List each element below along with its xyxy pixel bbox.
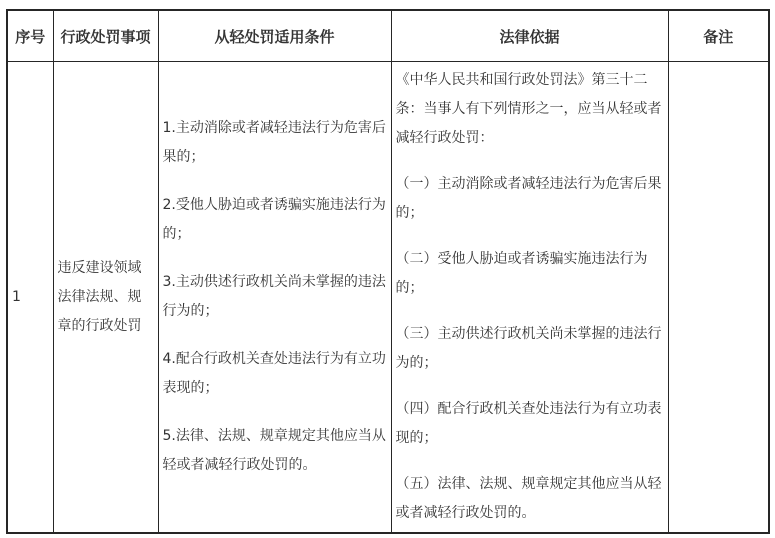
condition-item: 1.主动消除或者减轻违法行为危害后果的； — [162, 120, 386, 165]
header-cell-remark: 备注 — [668, 10, 769, 62]
legal-basis-paragraph: （一）主动消除或者减轻违法行为危害后果的； — [395, 176, 662, 221]
table-row — [7, 62, 769, 534]
header-cell-index: 序号 — [7, 10, 53, 62]
legal-basis-paragraph: （二）受他人胁迫或者诱骗实施违法行为的； — [395, 251, 648, 296]
condition-item: 5.法律、法规、规章规定其他应当从轻或者减轻行政处罚的。 — [162, 428, 386, 473]
cell-matter — [53, 62, 158, 534]
cell-index: 1 — [7, 62, 53, 534]
condition-item: 4.配合行政机关查处违法行为有立功表现的； — [162, 351, 386, 396]
legal-basis-paragraph: （四）配合行政机关查处违法行为有立功表现的； — [395, 401, 662, 446]
legal-basis-paragraph: （五）法律、法规、规章规定其他应当从轻或者减轻行政处罚的。 — [395, 476, 662, 521]
condition-item: 3.主动供述行政机关尚未掌握的违法行为的； — [162, 274, 386, 319]
penalty-table — [6, 9, 770, 534]
matter-text: 违反建设领域法律法规、规章的行政处罚 — [57, 259, 142, 334]
condition-item: 2.受他人胁迫或者诱骗实施违法行为的； — [162, 197, 386, 242]
legal-basis-paragraph: （三）主动供述行政机关尚未掌握的违法行为的； — [395, 326, 662, 371]
cell-remark — [668, 62, 769, 534]
header-cell-matter: 行政处罚事项 — [53, 10, 158, 62]
header-cell-conditions: 从轻处罚适用条件 — [158, 10, 391, 62]
legal-basis-paragraph: 《中华人民共和国行政处罚法》第三十二条：当事人有下列情形之一，应当从轻或者减轻行政处罚： — [395, 72, 662, 146]
header-row — [7, 10, 769, 62]
cell-legal-basis — [391, 62, 668, 534]
header-cell-legal-basis: 法律依据 — [391, 10, 668, 62]
cell-conditions — [158, 62, 391, 534]
